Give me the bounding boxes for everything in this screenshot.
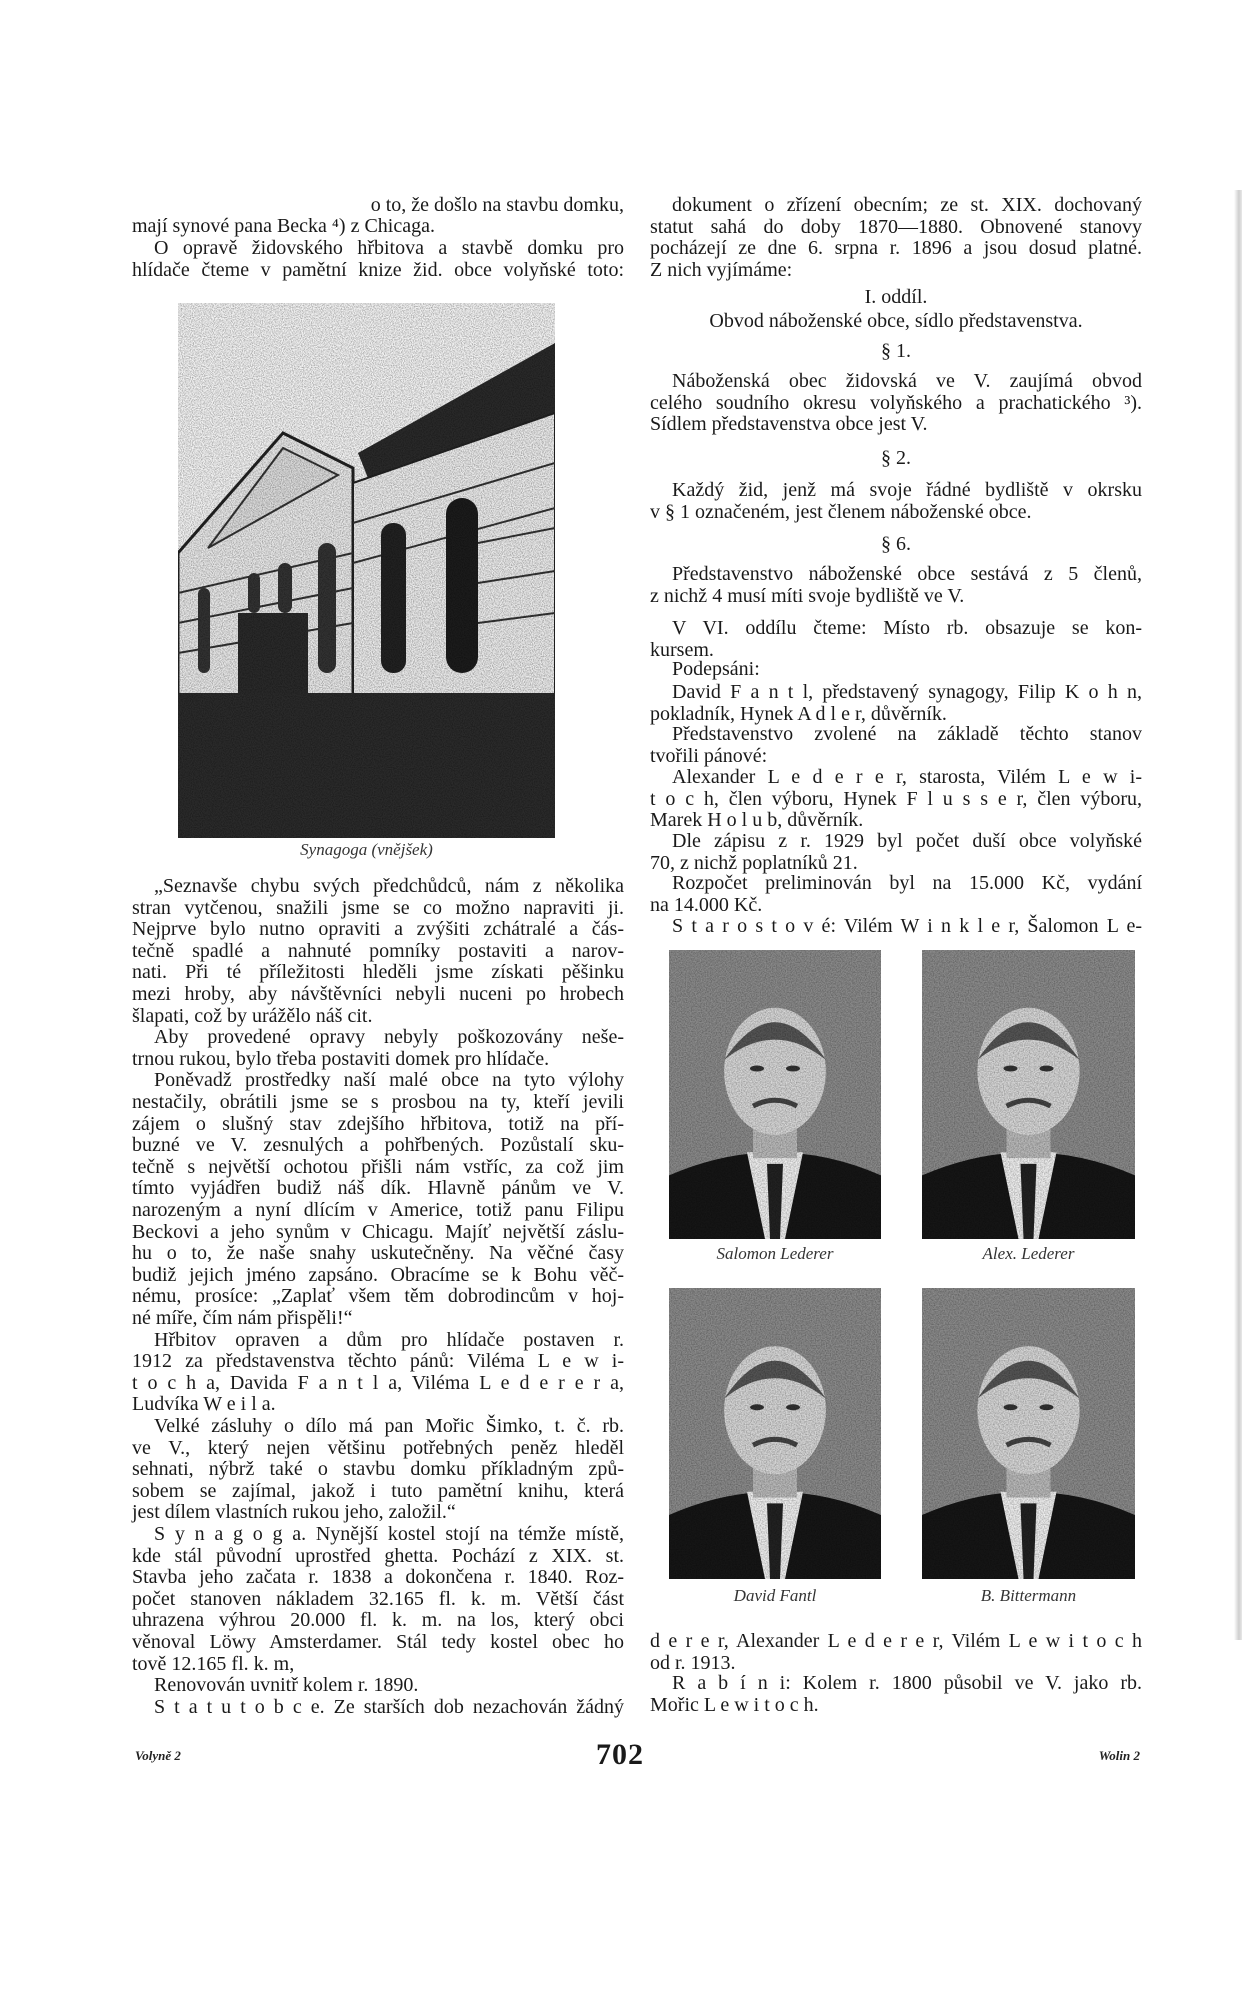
text-line: budiž jejich jméno zapsáno. Obracíme se k Bohu věč- bbox=[132, 1263, 624, 1286]
text-line: z nichž 4 musí míti svoje bydliště ve V. bbox=[650, 584, 965, 607]
text-line: Představenstvo zvolené na základě těchto stanov bbox=[672, 723, 1142, 745]
text-line: uhrazena výhrou 20.000 fl. k. m. na los, který obci bbox=[132, 1609, 624, 1632]
text-line: tvořili pánové: bbox=[650, 744, 768, 767]
text-line: od r. 1913. bbox=[650, 1651, 736, 1674]
text-line: šlapati, což by urážělo náš cit. bbox=[132, 1004, 373, 1027]
text-line: Aby provedené opravy nebyly poškozovány neše- bbox=[154, 1026, 624, 1049]
text-line: David F a n t l, představený synagogy, Filip K o h n, bbox=[672, 681, 1142, 703]
text-line: mají synové pana Becka ⁴) z Chicaga. bbox=[132, 215, 435, 237]
text-line: Obvod náboženské obce, sídlo představenstva. bbox=[709, 310, 1083, 332]
text-line: kde stál původní uprostřed ghetta. Pochází z XIX. st. bbox=[132, 1544, 624, 1567]
portrait-caption: David Fantl bbox=[733, 1586, 817, 1605]
text-line: tímto vyjádřen budiž náš dík. Hlavně pánům ve V. bbox=[132, 1177, 624, 1200]
text-line: mezi hroby, aby návštěvníci nebyli nuceni po hrobech bbox=[132, 983, 624, 1005]
text-line: Velké zásluhy o dílo má pan Mořic Šimko, t. č. rb. bbox=[154, 1415, 624, 1437]
text-line: „Seznavše chybu svých předchůdců, nám z několika bbox=[154, 875, 624, 897]
text-line: ve V., který nejen většinu potřebných peněz hleděl bbox=[132, 1436, 624, 1459]
text-line: pocházejí ze dne 6. srpna r. 1896 a jsou dosud platné. bbox=[650, 237, 1142, 260]
text-line: tečně s největší ochotou přišli nám vstříc, za což jim bbox=[132, 1155, 624, 1178]
page-number: 702 bbox=[596, 1738, 644, 1771]
text-line: narozeným a nyní dlícím v Americe, totiž panu Filipu bbox=[132, 1199, 624, 1221]
text-line: trnou rukou, bylo třeba postaviti domek pro hlídače. bbox=[132, 1047, 550, 1070]
text-line: I. oddíl. bbox=[864, 286, 928, 308]
text-line: Nejprve bylo nutno opraviti a zvýšiti zchátralé a čás- bbox=[132, 918, 624, 941]
text-line: zájem o slušný stav zdejšího hřbitova, totiž na pří- bbox=[132, 1112, 624, 1135]
text-line: o to, že došlo na stavbu domku, bbox=[370, 194, 624, 216]
text-line: Stavba jeho začata r. 1838 a dokončena r. 1840. Roz- bbox=[132, 1566, 624, 1589]
text-line: tečně spadlé a nahnuté pomníky postaviti a narov- bbox=[132, 939, 624, 962]
synagogue-photo bbox=[178, 303, 555, 838]
text-line: Renovován uvnitř kolem r. 1890. bbox=[154, 1674, 419, 1697]
text-line: Představenstvo náboženské obce sestává z 5 členů, bbox=[672, 563, 1142, 585]
footer-right: Wolin 2 bbox=[1098, 1748, 1140, 1763]
portrait-photo bbox=[669, 1288, 881, 1579]
text-line: nestačily, obrátili jsme se s prosbou na ty, kteří jevili bbox=[132, 1091, 624, 1113]
text-line: S y n a g o g a. Nynější kostel stojí na témže místě, bbox=[154, 1523, 624, 1545]
text-line: t o c h a, Davida F a n t l a, Viléma L e d e r e r a, bbox=[132, 1371, 624, 1394]
text-line: né míře, čím nám přispěli!“ bbox=[132, 1307, 353, 1329]
text-line: Marek H o l u b, důvěrník. bbox=[650, 809, 864, 832]
text-line: Alexander L e d e r e r, starosta, Vilém L e w i- bbox=[672, 766, 1142, 788]
footer-left: Volyně 2 bbox=[135, 1748, 181, 1763]
text-line: věnoval Löwy Amsterdamer. Stál tedy kostel obec ho bbox=[132, 1631, 624, 1653]
text-line: nému, prosíce: „Zaplať všem těm dobrodincům v hoj- bbox=[132, 1285, 624, 1308]
text-line: kursem. bbox=[650, 638, 714, 661]
portrait-photo bbox=[669, 950, 881, 1239]
text-line: t o c h, člen výboru, Hynek F l u s s e r, člen výboru, bbox=[650, 787, 1142, 810]
text-line: Každý žid, jenž má svoje řádné bydliště v okrsku bbox=[672, 479, 1142, 501]
text-line: Sídlem představenstva obce jest V. bbox=[650, 413, 928, 436]
text-line: V VI. oddílu čteme: Místo rb. obsazuje se kon- bbox=[672, 617, 1142, 639]
text-line: R a b í n i: Kolem r. 1800 působil ve V. jako rb. bbox=[672, 1672, 1142, 1694]
portrait-caption: Salomon Lederer bbox=[716, 1244, 834, 1263]
text-line: tově 12.165 fl. k. m, bbox=[132, 1652, 295, 1675]
text-line: § 6. bbox=[881, 533, 911, 555]
text-line: Dle zápisu z r. 1929 byl počet duší obce volyňské bbox=[672, 830, 1142, 852]
text-line: pokladník, Hynek A d l e r, důvěrník. bbox=[650, 702, 947, 725]
text-line: S t a r o s t o v é: Vilém W i n k l e r, Šalomon L e- bbox=[672, 915, 1142, 937]
text-line: nati. Při té příležitosti hleděli jsme získati pěšinku bbox=[132, 961, 624, 984]
text-line: Beckovi a jeho synům v Chicagu. Majíť největší záslu- bbox=[132, 1220, 624, 1243]
text-line: Podepsáni: bbox=[672, 658, 760, 680]
text-line: Z nich vyjímáme: bbox=[650, 258, 793, 281]
text-line: jest dílem vlastních rukou jeho, založil.“ bbox=[132, 1501, 456, 1524]
text-line: S t a t u t o b c e. Ze starších dob nezachován žádný bbox=[154, 1695, 624, 1718]
text-line: 1912 za představenstva těchto pánů: Viléma L e w i- bbox=[132, 1350, 624, 1373]
text-line: na 14.000 Kč. bbox=[650, 893, 763, 916]
text-line: Rozpočet preliminován byl na 15.000 Kč, vydání bbox=[672, 872, 1142, 894]
text-line: d e r e r, Alexander L e d e r e r, Vilém L e w i t o c h bbox=[650, 1630, 1142, 1652]
page-edge-shadow bbox=[1234, 190, 1242, 1640]
text-line: Náboženská obec židovská ve V. zaujímá obvod bbox=[672, 370, 1142, 392]
text-line: celého soudního okresu volyňského a prachatického ³). bbox=[650, 391, 1142, 414]
text-line: buzné ve V. zesnulých a pohřbených. Pozůstalí sku- bbox=[132, 1134, 624, 1157]
text-line: Ludvíka W e i l a. bbox=[132, 1393, 276, 1416]
portrait-photo bbox=[922, 1288, 1135, 1579]
text-line: statut sahá do doby 1870—1880. Obnovené stanovy bbox=[650, 215, 1142, 238]
text-line: sehnati, nýbrž také o stavbu domku příkladným způ- bbox=[132, 1458, 624, 1481]
text-line: Mořic L e w i t o c h. bbox=[650, 1693, 819, 1716]
text-line: § 2. bbox=[881, 447, 911, 469]
portrait-photo bbox=[922, 950, 1135, 1239]
text-line: hlídače čteme v pamětní knize žid. obce volyňské toto: bbox=[132, 259, 624, 281]
portrait-caption: Alex. Lederer bbox=[982, 1244, 1075, 1263]
text-line: sobem se zajímal, jakož i tuto pamětní knihu, která bbox=[132, 1479, 624, 1502]
text-line: Poněvadž prostředky naší malé obce na tyto výlohy bbox=[154, 1069, 624, 1092]
text-line: v § 1 označeném, jest členem náboženské obce. bbox=[650, 500, 1032, 523]
text-line: O opravě židovského hřbitova a stavbě domku pro bbox=[154, 237, 624, 259]
text-line: 70, z nichž poplatníků 21. bbox=[650, 851, 858, 874]
text-line: § 1. bbox=[881, 340, 911, 362]
text-line: dokument o zřízení obecním; ze st. XIX. dochovaný bbox=[672, 194, 1142, 216]
text-line: počet stanoven nákladem 32.165 fl. k. m. Větší část bbox=[132, 1587, 624, 1610]
text-line: Hřbitov opraven a dům pro hlídače postaven r. bbox=[154, 1328, 624, 1351]
text-line: stran vytčenou, snažili jsme se co možno napraviti ji. bbox=[132, 896, 624, 919]
text-line: hu o to, že naše snahy uskutečněny. Na věčné časy bbox=[132, 1242, 624, 1265]
portrait-caption: B. Bittermann bbox=[980, 1586, 1077, 1605]
synagogue-caption: Synagoga (vnějšek) bbox=[300, 840, 433, 859]
